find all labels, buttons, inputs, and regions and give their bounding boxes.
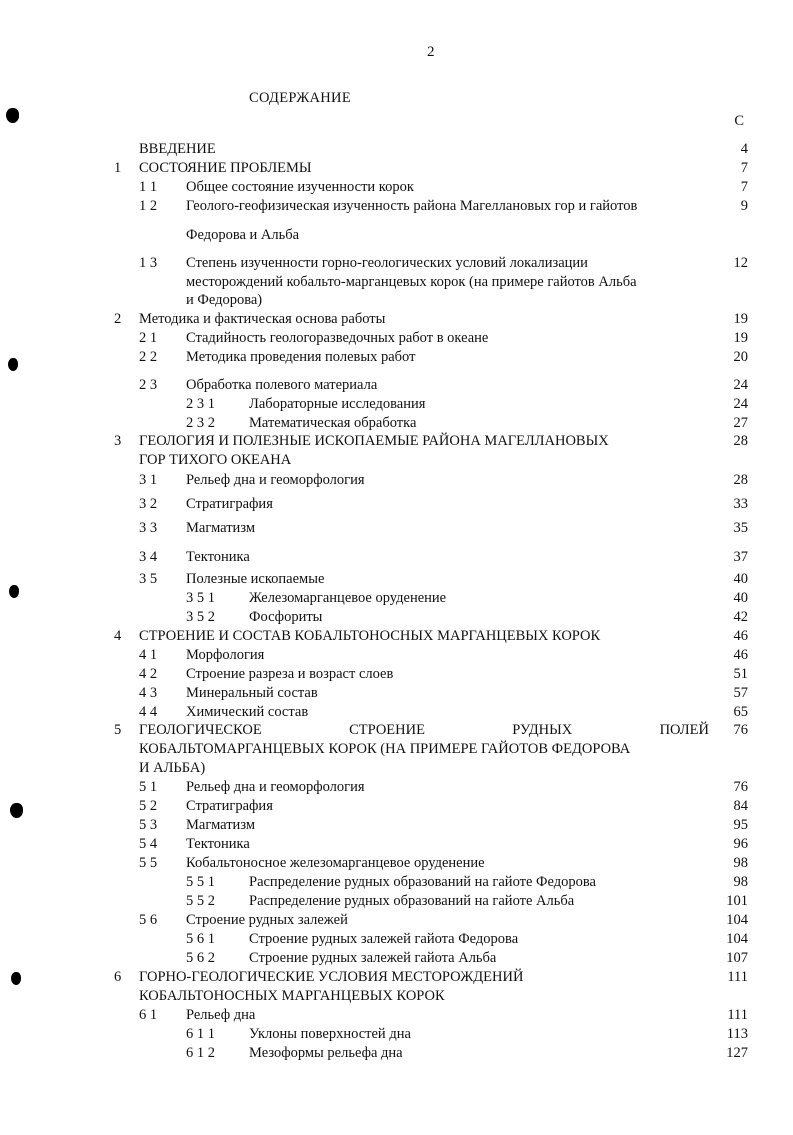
toc-entry-page: 33 xyxy=(733,496,748,512)
toc-entry-title: Строение рудных залежей гайота Федорова xyxy=(249,931,519,947)
toc-entry-number: 3 3 xyxy=(139,520,158,536)
toc-entry-page: 107 xyxy=(726,950,748,966)
toc-entry-title: Строение рудных залежей гайота Альба xyxy=(249,950,497,966)
toc-entry-number: 6 1 2 xyxy=(186,1045,215,1061)
toc-entry-number: 4 4 xyxy=(139,704,158,720)
toc-entry-number: 3 5 2 xyxy=(186,609,215,625)
binding-hole-mark xyxy=(8,358,18,371)
toc-entry-title: Обработка полевого материала xyxy=(186,377,378,393)
binding-hole-mark xyxy=(11,972,21,985)
toc-entry-page: 28 xyxy=(733,433,748,449)
toc-entry-number: 5 1 xyxy=(139,779,158,795)
toc-entry-page: 76 xyxy=(733,779,748,795)
toc-entry-title: Мезоформы рельефа дна xyxy=(249,1045,403,1061)
toc-entry-title: ГОРНО-ГЕОЛОГИЧЕСКИЕ УСЛОВИЯ МЕСТОРОЖДЕНИЙ xyxy=(139,969,524,985)
page-number: 2 xyxy=(427,44,435,60)
toc-entry-page: 111 xyxy=(727,969,748,985)
toc-entry-page: 4 xyxy=(740,141,748,157)
toc-entry-page: 28 xyxy=(733,472,748,488)
toc-entry-title: Распределение рудных образований на гайоте Альба xyxy=(249,893,575,909)
toc-entry-title-continued: КОБАЛЬТОМАРГАНЦЕВЫХ КОРОК (НА ПРИМЕРЕ ГАЙОТОВ ФЕДОРОВА xyxy=(139,741,631,757)
toc-entry-page: 37 xyxy=(733,549,748,565)
toc-entry-number: 1 2 xyxy=(139,198,158,214)
toc-entry-title: Степень изученности горно-геологических условий локализации xyxy=(186,255,588,271)
toc-entry-page: 20 xyxy=(733,349,748,365)
toc-entry-number: 4 2 xyxy=(139,666,158,682)
toc-entry-title: Стратиграфия xyxy=(186,496,273,512)
toc-entry-title: Стратиграфия xyxy=(186,798,273,814)
toc-entry-title: Кобальтоносное железомарганцевое оруденение xyxy=(186,855,485,871)
toc-entry-title: Морфология xyxy=(186,647,265,663)
toc-entry-number: 6 1 1 xyxy=(186,1026,215,1042)
toc-entry-title: ВВЕДЕНИЕ xyxy=(139,141,216,157)
toc-entry-title: Методика проведения полевых работ xyxy=(186,349,416,365)
toc-entry-page: 95 xyxy=(733,817,748,833)
toc-entry-page: 96 xyxy=(733,836,748,852)
toc-entry-title: Строение разреза и возраст слоев xyxy=(186,666,394,682)
toc-entry-title: Геолого-геофизическая изученность района Магеллановых гор и гайотов xyxy=(186,198,638,214)
toc-entry-number: 5 4 xyxy=(139,836,158,852)
toc-entry-page: 46 xyxy=(733,628,748,644)
toc-entry-number: 4 3 xyxy=(139,685,158,701)
toc-entry-page: 104 xyxy=(726,931,748,947)
toc-entry-number: 3 2 xyxy=(139,496,158,512)
toc-entry-page: 84 xyxy=(733,798,748,814)
toc-entry-number: 2 3 1 xyxy=(186,396,215,412)
toc-entry-title-continued: месторождений кобальто-марганцевых корок (на примере гайотов Альба xyxy=(186,274,637,290)
toc-entry-title-word: ПОЛЕЙ xyxy=(659,722,709,738)
toc-entry-number: 6 xyxy=(114,969,122,985)
toc-entry-title-continued: И АЛЬБА) xyxy=(139,760,206,776)
toc-entry-page: 42 xyxy=(733,609,748,625)
toc-entry-page: 98 xyxy=(733,874,748,890)
toc-entry-title: Минеральный состав xyxy=(186,685,318,701)
toc-entry-title: Математическая обработка xyxy=(249,415,417,431)
toc-entry-number: 5 6 xyxy=(139,912,158,928)
toc-entry-number: 3 4 xyxy=(139,549,158,565)
toc-entry-page: 7 xyxy=(740,160,748,176)
toc-entry-page: 27 xyxy=(733,415,748,431)
toc-entry-page: 7 xyxy=(740,179,748,195)
toc-entry-page: 19 xyxy=(733,311,748,327)
toc-entry-title: Магматизм xyxy=(186,817,256,833)
toc-entry-page: 40 xyxy=(733,571,748,587)
toc-entry-number: 5 xyxy=(114,722,122,738)
toc-entry-number: 2 3 xyxy=(139,377,158,393)
toc-entry-page: 127 xyxy=(726,1045,748,1061)
toc-entry-title: Магматизм xyxy=(186,520,256,536)
toc-entry-number: 5 5 2 xyxy=(186,893,215,909)
toc-entry-page: 24 xyxy=(733,377,748,393)
toc-entry-number: 5 6 1 xyxy=(186,931,215,947)
toc-entry-page: 101 xyxy=(726,893,748,909)
toc-entry-page: 35 xyxy=(733,520,748,536)
toc-entry-number: 5 6 2 xyxy=(186,950,215,966)
binding-hole-mark xyxy=(6,108,19,123)
toc-entry-title-continued: КОБАЛЬТОНОСНЫХ МАРГАНЦЕВЫХ КОРОК xyxy=(139,988,445,1004)
toc-entry-number: 2 1 xyxy=(139,330,158,346)
toc-entry-number: 5 5 xyxy=(139,855,158,871)
toc-entry-number: 3 5 1 xyxy=(186,590,215,606)
toc-entry-title: СТРОЕНИЕ И СОСТАВ КОБАЛЬТОНОСНЫХ МАРГАНЦЕВЫХ КОРОК xyxy=(139,628,601,644)
toc-entry-number: 2 xyxy=(114,311,122,327)
toc-entry-number: 3 1 xyxy=(139,472,158,488)
toc-entry-title-word: РУДНЫХ xyxy=(512,722,573,738)
toc-entry-title: ГЕОЛОГИЯ И ПОЛЕЗНЫЕ ИСКОПАЕМЫЕ РАЙОНА МАГЕЛЛАНОВЫХ xyxy=(139,433,609,449)
toc-entry-title: Распределение рудных образований на гайоте Федорова xyxy=(249,874,596,890)
toc-entry-title: Железомарганцевое оруденение xyxy=(249,590,447,606)
toc-entry-title-word: ГЕОЛОГИЧЕСКОЕ xyxy=(139,722,262,738)
toc-entry-number: 5 5 1 xyxy=(186,874,215,890)
toc-entry-page: 98 xyxy=(733,855,748,871)
toc-entry-page: 76 xyxy=(733,722,748,738)
toc-entry-title xyxy=(139,722,709,739)
toc-entry-number: 5 3 xyxy=(139,817,158,833)
toc-entry-title: Лабораторные исследования xyxy=(249,396,426,412)
toc-entry-page: 19 xyxy=(733,330,748,346)
toc-entry-title-continued: и Федорова) xyxy=(186,292,263,308)
toc-entry-number: 3 xyxy=(114,433,122,449)
toc-entry-number: 4 1 xyxy=(139,647,158,663)
toc-entry-title: Рельеф дна xyxy=(186,1007,256,1023)
toc-entry-title-continued: Федорова и Альба xyxy=(186,227,300,243)
toc-entry-number: 1 1 xyxy=(139,179,158,195)
toc-entry-number: 5 2 xyxy=(139,798,158,814)
toc-entry-page: 57 xyxy=(733,685,748,701)
toc-entry-page: 113 xyxy=(726,1026,748,1042)
binding-hole-mark xyxy=(9,585,19,598)
toc-entry-title: СОСТОЯНИЕ ПРОБЛЕМЫ xyxy=(139,160,312,176)
toc-entry-number: 1 xyxy=(114,160,122,176)
binding-hole-mark xyxy=(10,803,23,818)
toc-title: СОДЕРЖАНИЕ xyxy=(249,90,351,106)
toc-entry-title: Общее состояние изученности корок xyxy=(186,179,414,195)
toc-entry-title-word: СТРОЕНИЕ xyxy=(349,722,425,738)
toc-entry-number: 6 1 xyxy=(139,1007,158,1023)
page-column-header: С xyxy=(734,113,744,129)
toc-entry-page: 46 xyxy=(733,647,748,663)
toc-entry-title-continued: ГОР ТИХОГО ОКЕАНА xyxy=(139,452,292,468)
toc-entry-title: Методика и фактическая основа работы xyxy=(139,311,386,327)
toc-entry-page: 51 xyxy=(733,666,748,682)
toc-entry-number: 2 2 xyxy=(139,349,158,365)
toc-entry-title: Рельеф дна и геоморфология xyxy=(186,779,365,795)
toc-entry-page: 12 xyxy=(733,255,748,271)
toc-entry-title: Тектоника xyxy=(186,836,250,852)
toc-entry-number: 2 3 2 xyxy=(186,415,215,431)
toc-entry-page: 24 xyxy=(733,396,748,412)
toc-entry-title: Тектоника xyxy=(186,549,250,565)
toc-entry-page: 104 xyxy=(726,912,748,928)
toc-entry-page: 65 xyxy=(733,704,748,720)
toc-entry-number: 1 3 xyxy=(139,255,158,271)
toc-entry-page: 111 xyxy=(727,1007,748,1023)
toc-entry-page: 9 xyxy=(740,198,748,214)
toc-entry-number: 4 xyxy=(114,628,122,644)
toc-entry-title: Полезные ископаемые xyxy=(186,571,325,587)
toc-entry-title: Химический состав xyxy=(186,704,309,720)
toc-entry-title: Строение рудных залежей xyxy=(186,912,348,928)
toc-entry-page: 40 xyxy=(733,590,748,606)
toc-entry-title: Фосфориты xyxy=(249,609,323,625)
toc-entry-title: Стадийность геологоразведочных работ в океане xyxy=(186,330,489,346)
toc-entry-number: 3 5 xyxy=(139,571,158,587)
toc-entry-title: Уклоны поверхностей дна xyxy=(249,1026,411,1042)
toc-entry-title: Рельеф дна и геоморфология xyxy=(186,472,365,488)
